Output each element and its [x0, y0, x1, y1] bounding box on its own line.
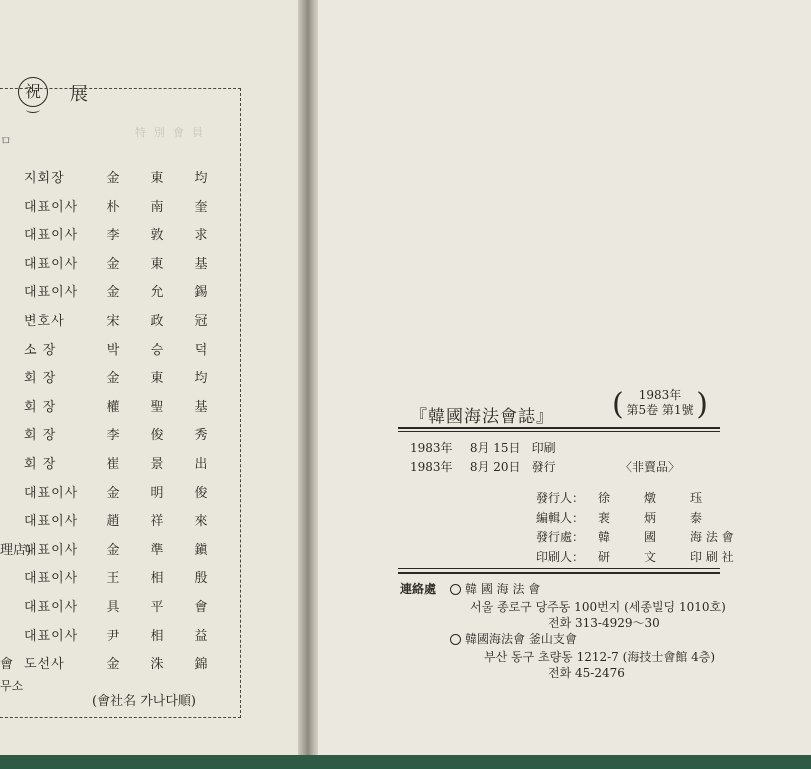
name-char-3: 來: [194, 514, 208, 530]
book-gutter: [298, 0, 320, 762]
circle-bullet-icon: [450, 634, 461, 645]
rule-mid-thick: [398, 572, 720, 574]
name-char-2: 祥: [150, 514, 164, 530]
name-char-1: 金: [106, 285, 120, 301]
member-title: 도선사: [24, 657, 65, 673]
member-row: [0, 625, 240, 647]
left-page: [0, 0, 300, 762]
name-char-1: 金: [106, 657, 120, 673]
name-char-1: 具: [106, 600, 120, 615]
name-char-2: 準: [150, 542, 164, 558]
name-char-2: 明: [150, 485, 164, 501]
name-char-1: 權: [106, 399, 120, 415]
name-char-1: 박: [106, 342, 120, 358]
member-row: [0, 482, 240, 504]
member-title: 대표이사: [24, 514, 79, 530]
contact-org-1-text: 韓 國 海 法 會: [465, 582, 541, 596]
contact-address-2: 부산 동구 초량동 1212-7 (海技士會館 4층): [484, 650, 716, 664]
name-char-1: 趙: [106, 514, 120, 530]
name-char-1: 金: [106, 256, 120, 272]
member-row: [0, 567, 240, 589]
edge-mark: ㅁ: [0, 134, 12, 148]
row-prefix: 理店): [0, 542, 32, 558]
member-row: [0, 510, 240, 532]
name-char-2: 敦: [150, 228, 164, 244]
issue-year: ( 1983年: [638, 388, 682, 402]
rule-mid-thin: [398, 568, 720, 569]
staff-name-1: 裵: [598, 510, 611, 525]
name-char-3: 殷: [194, 571, 208, 587]
member-title: 대표이사: [24, 485, 79, 501]
member-row: [0, 196, 240, 218]
issue-date: 8月 20日: [469, 460, 521, 474]
name-char-2: 승: [150, 342, 164, 358]
member-row: [0, 424, 240, 446]
name-char-3: 錦: [194, 657, 208, 673]
side-bottom-text: 무소: [0, 679, 24, 693]
print-label: 印刷: [531, 441, 556, 455]
name-char-1: 李: [106, 428, 120, 444]
name-char-2: 南: [150, 199, 164, 215]
name-char-3: 求: [194, 228, 208, 244]
heading-tail-text: 展: [70, 84, 88, 105]
rule-top-thin: [398, 431, 720, 432]
member-title: 대표이사: [24, 600, 79, 615]
member-title: 대표이사: [24, 285, 79, 301]
staff-row: [536, 509, 702, 526]
member-title: 대표이사: [24, 628, 79, 644]
circle-bullet-icon: [450, 584, 461, 595]
name-char-2: 東: [150, 256, 164, 272]
ghost-text: 特別會員: [135, 126, 211, 139]
name-char-3: 出: [194, 457, 208, 472]
name-char-1: 李: [106, 228, 120, 244]
staff-name-3: 海 法 會: [690, 530, 734, 544]
name-char-2: 景: [150, 457, 164, 472]
issue-label: 發行: [531, 460, 556, 474]
name-char-2: 相: [150, 628, 164, 644]
name-char-1: 金: [106, 371, 120, 387]
book-bottom-edge: [0, 755, 811, 769]
staff-name-2: 國: [644, 530, 657, 544]
name-char-3: 冠: [194, 314, 208, 329]
staff-name-3: 印 刷 社: [690, 549, 734, 564]
staff-row: [536, 548, 734, 565]
staff-role: 編輯人：: [536, 510, 585, 525]
issue-date-line: [410, 458, 556, 475]
name-char-3: 基: [194, 399, 208, 415]
name-char-1: 金: [106, 171, 120, 186]
name-char-1: 金: [106, 542, 120, 558]
staff-role: 印刷人：: [536, 549, 585, 564]
staff-name-2: 文: [644, 549, 657, 564]
name-char-3: 錫: [194, 285, 208, 301]
name-char-2: 相: [150, 571, 164, 587]
name-char-3: 俊: [194, 485, 208, 501]
name-char-2: 允: [150, 285, 164, 301]
contact-org-2: [450, 630, 577, 647]
staff-name-1: 研: [598, 549, 611, 564]
member-title: 회 장: [24, 371, 57, 387]
staff-name-1: 韓: [598, 530, 611, 544]
contact-label: 連絡處: [400, 582, 437, 596]
issue-year-text: 1983年: [410, 460, 453, 474]
name-char-1: 崔: [106, 457, 120, 472]
name-char-3: 基: [194, 256, 208, 272]
member-row: [0, 224, 240, 246]
name-char-1: 宋: [106, 314, 120, 329]
name-char-2: 俊: [150, 428, 164, 444]
member-title: 대표이사: [24, 571, 79, 587]
member-title: 대표이사: [24, 542, 79, 558]
name-char-3: 덕: [194, 342, 208, 358]
name-char-3: 鎭: [194, 542, 208, 558]
staff-name-2: 炳: [644, 510, 657, 525]
name-char-1: 金: [106, 485, 120, 501]
name-char-3: 益: [194, 628, 208, 644]
contact-org-2-text: 韓國海法會 釜山支會: [465, 632, 577, 646]
member-row: [0, 453, 240, 475]
staff-name-1: 徐: [598, 491, 611, 505]
staff-row: [536, 528, 734, 545]
member-row: [0, 167, 240, 189]
issue-volume: 第5卷 第1號: [626, 403, 694, 417]
staff-name-2: 燉: [644, 491, 657, 505]
contact-phone-2: 전화 45-2476: [548, 666, 625, 680]
contact-org-1: [450, 580, 540, 597]
staff-row: [536, 489, 702, 506]
member-row: [0, 596, 240, 618]
name-char-3: 均: [194, 171, 208, 186]
name-char-3: 秀: [194, 428, 208, 444]
staff-name-3: 珏: [690, 491, 703, 505]
name-char-3: 會: [194, 600, 208, 615]
member-row: [0, 653, 240, 675]
member-row: [0, 396, 240, 418]
member-title: 회 장: [24, 399, 57, 415]
name-char-2: 政: [150, 314, 164, 329]
rule-top-thick: [398, 427, 720, 429]
name-char-1: 尹: [106, 628, 120, 644]
name-char-2: 東: [150, 171, 164, 186]
staff-name-3: 泰: [690, 510, 703, 525]
member-row: [0, 310, 240, 332]
print-year: 1983年: [410, 441, 453, 455]
staff-role: 發行處：: [536, 530, 585, 544]
name-char-2: 平: [150, 600, 164, 615]
row-prefix: 會: [0, 657, 14, 673]
print-date-line: [410, 439, 556, 456]
name-char-2: 聖: [150, 399, 164, 415]
member-title: 변호사: [24, 314, 65, 329]
issue-box: [618, 388, 702, 418]
name-char-1: 王: [106, 571, 120, 587]
name-char-2: 東: [150, 371, 164, 387]
not-for-sale: 〈非賣品〉: [620, 460, 681, 474]
heading-circle-glyph: 祝: [18, 77, 48, 107]
member-row: [0, 339, 240, 361]
name-char-1: 朴: [106, 199, 120, 215]
member-title: 대표이사: [24, 256, 79, 272]
name-char-3: 奎: [194, 199, 208, 215]
member-row: [0, 539, 240, 561]
name-char-3: 均: [194, 371, 208, 387]
member-row: [0, 281, 240, 303]
staff-role: 發行人：: [536, 491, 585, 505]
name-char-2: 洙: [150, 657, 164, 673]
member-title: 대표이사: [24, 228, 79, 244]
member-title: 소 장: [24, 342, 57, 358]
print-date: 8月 15日: [469, 441, 521, 455]
member-title: 대표이사: [24, 199, 79, 215]
journal-title: 『韓國海法會誌』: [410, 407, 554, 427]
member-row: [0, 367, 240, 389]
contact-phone-1: 전화 313-4929～30: [548, 616, 660, 630]
member-title: 지회장: [24, 171, 65, 186]
member-title: 회 장: [24, 457, 57, 472]
footer-note: (會社名 가나다順): [92, 694, 196, 709]
member-title: 회 장: [24, 428, 57, 444]
member-row: [0, 253, 240, 275]
contact-address-1: 서울 종로구 당주동 100번지 (세종빌딩 1010호): [470, 600, 726, 614]
